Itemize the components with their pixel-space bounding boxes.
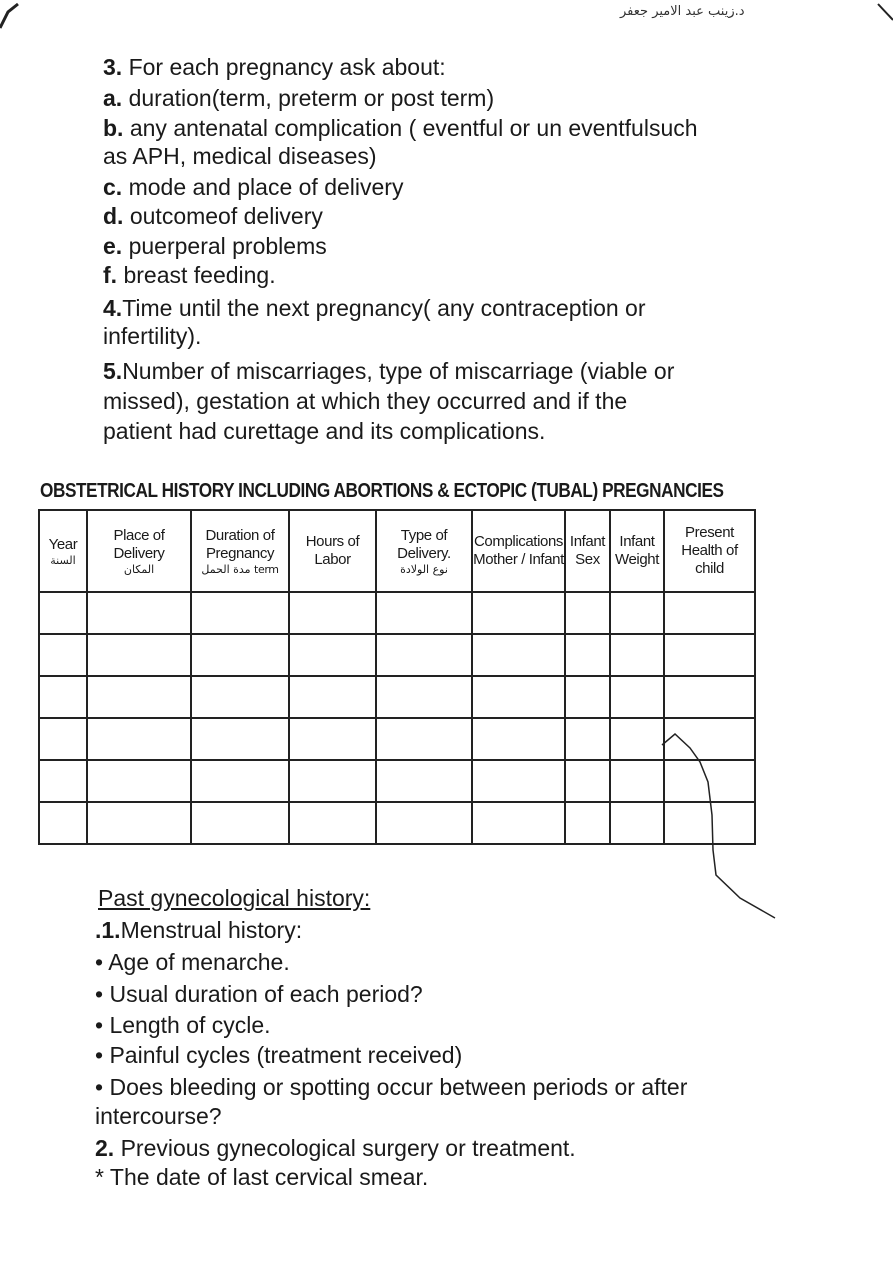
list-item: • Usual duration of each period? [95,981,423,1007]
list-item: e. puerperal problems [103,233,327,259]
table-cell[interactable] [664,676,755,718]
table-row [39,592,755,634]
table-cell[interactable] [565,592,610,634]
section-heading: Past gynecological history: [98,885,371,911]
table-title: OBSTETRICAL HISTORY INCLUDING ABORTIONS & ECTOPIC (TUBAL) PREGNANCIES [40,480,724,502]
list-item: missed), gestation at which they occurred and if the [103,388,628,414]
list-item: d. outcomeof delivery [103,203,323,229]
table-cell[interactable] [664,592,755,634]
table-cell[interactable] [289,592,376,634]
table-cell[interactable] [565,760,610,802]
table-cell[interactable] [87,634,191,676]
table-cell[interactable] [39,634,87,676]
table-cell[interactable] [289,634,376,676]
list-item: patient had curettage and its complications. [103,418,546,444]
col-present-health: Present Health of child [664,510,755,592]
table-header-row [39,510,755,592]
col-hours-of-labor: Hours of Labor [289,510,376,592]
list-item: b. any antenatal complication ( eventful or un eventfulsuch [103,115,698,141]
col-infant-sex: Infant Sex [565,510,610,592]
table-cell[interactable] [376,718,472,760]
table-cell[interactable] [472,676,565,718]
list-item: f. breast feeding. [103,262,276,288]
table-cell[interactable] [565,718,610,760]
table-cell[interactable] [472,634,565,676]
table-cell[interactable] [376,802,472,844]
table-cell[interactable] [610,718,664,760]
table-cell[interactable] [472,802,565,844]
table-cell[interactable] [376,676,472,718]
list-item: infertility). [103,323,202,349]
table-cell[interactable] [289,718,376,760]
table-cell[interactable] [289,676,376,718]
table-cell[interactable] [191,676,289,718]
list-item: 5.Number of miscarriages, type of miscarriage (viable or [103,358,675,384]
table-cell[interactable] [39,676,87,718]
table-cell[interactable] [565,676,610,718]
table-cell[interactable] [664,718,755,760]
table-cell[interactable] [191,634,289,676]
table-cell[interactable] [664,634,755,676]
table-cell[interactable] [610,592,664,634]
table-cell[interactable] [87,760,191,802]
table-cell[interactable] [472,760,565,802]
menstrual-history-label: .1.Menstrual history: [95,917,303,943]
list-item: 2. Previous gynecological surgery or treatment. [95,1135,576,1161]
table-cell[interactable] [610,802,664,844]
table-cell[interactable] [664,760,755,802]
table-cell[interactable] [191,760,289,802]
col-complications: Complications Mother / Infant [472,510,565,592]
table-row [39,634,755,676]
table-cell[interactable] [610,760,664,802]
table-cell[interactable] [39,718,87,760]
table-cell[interactable] [610,676,664,718]
table-cell[interactable] [610,634,664,676]
list-item: * The date of last cervical smear. [95,1164,429,1190]
list-item: • Age of menarche. [95,949,290,975]
col-infant-weight: Infant Weight [610,510,664,592]
list-item: • Length of cycle. [95,1012,271,1038]
col-type-of-delivery: Type of Delivery. نوع الولادة [376,510,472,592]
list-item: 4.Time until the next pregnancy( any contraception or [103,295,646,321]
table-row [39,718,755,760]
table-cell[interactable] [289,760,376,802]
table-cell[interactable] [376,760,472,802]
table-cell[interactable] [565,802,610,844]
table-cell[interactable] [376,634,472,676]
handwritten-note: د.زينب عبد الامير جعفر [620,4,745,19]
table-cell[interactable] [87,592,191,634]
table-row [39,802,755,844]
list-item: • Does bleeding or spotting occur between periods or after [95,1074,688,1100]
table-cell[interactable] [39,592,87,634]
table-cell[interactable] [472,718,565,760]
table-row [39,676,755,718]
table-cell[interactable] [376,592,472,634]
list-item-continuation: intercourse? [95,1103,222,1129]
table-cell[interactable] [191,718,289,760]
list-item: c. mode and place of delivery [103,174,404,200]
table-cell[interactable] [87,802,191,844]
list-item: 3. For each pregnancy ask about: [103,54,446,80]
table-cell[interactable] [39,760,87,802]
table-cell[interactable] [472,592,565,634]
table-cell[interactable] [289,802,376,844]
col-duration-of-pregnancy: Duration of Pregnancy مدة الحمل term [191,510,289,592]
table-cell[interactable] [191,802,289,844]
table-cell[interactable] [87,676,191,718]
table-cell[interactable] [565,634,610,676]
table-row [39,760,755,802]
table-cell[interactable] [39,802,87,844]
list-item: as APH, medical diseases) [103,143,377,169]
table-cell[interactable] [87,718,191,760]
col-place-of-delivery: Place of Delivery المكان [87,510,191,592]
list-item: • Painful cycles (treatment received) [95,1042,463,1068]
table-cell[interactable] [191,592,289,634]
col-year: Year السنة [39,510,87,592]
obstetric-history-table [38,509,756,845]
table-cell[interactable] [664,802,755,844]
list-item: a. duration(term, preterm or post term) [103,85,495,111]
